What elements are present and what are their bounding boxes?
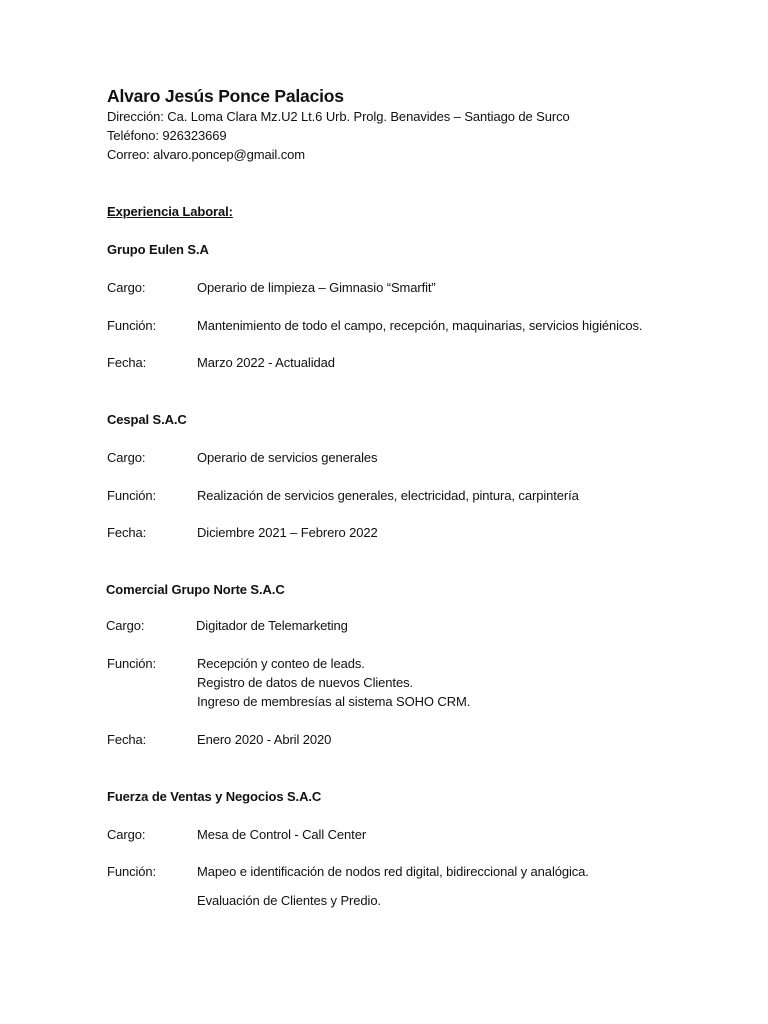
cv-name: Alvaro Jesús Ponce Palacios bbox=[107, 86, 344, 106]
job-company: Grupo Eulen S.A bbox=[107, 242, 209, 257]
label-funcion: Función: bbox=[107, 656, 157, 671]
job-funcion-line: Ingreso de membresías al sistema SOHO CRM. bbox=[197, 694, 471, 709]
label-funcion: Función: bbox=[107, 864, 157, 879]
label-fecha: Fecha: bbox=[107, 732, 147, 747]
job-fecha: Diciembre 2021 – Febrero 2022 bbox=[197, 525, 378, 540]
job-fecha: Marzo 2022 - Actualidad bbox=[197, 355, 335, 370]
contact-address: Dirección: Ca. Loma Clara Mz.U2 Lt.6 Urb. Prolg. Benavides – Santiago de Surco bbox=[107, 109, 570, 124]
contact-email: Correo: alvaro.poncep@gmail.com bbox=[107, 147, 305, 162]
contact-phone: Teléfono: 926323669 bbox=[107, 128, 227, 143]
label-cargo: Cargo: bbox=[107, 827, 146, 842]
job-company: Fuerza de Ventas y Negocios S.A.C bbox=[107, 789, 322, 804]
job-funcion-line: Evaluación de Clientes y Predio. bbox=[197, 893, 381, 908]
section-title-experience: Experiencia Laboral: bbox=[107, 204, 233, 219]
job-funcion-line: Registro de datos de nuevos Clientes. bbox=[197, 675, 413, 690]
label-fecha: Fecha: bbox=[107, 525, 147, 540]
job-funcion-line: Recepción y conteo de leads. bbox=[197, 656, 365, 671]
label-funcion: Función: bbox=[107, 318, 157, 333]
job-company: Comercial Grupo Norte S.A.C bbox=[106, 582, 285, 597]
job-cargo: Operario de limpieza – Gimnasio “Smarfit” bbox=[197, 280, 436, 295]
job-funcion-line: Realización de servicios generales, electricidad, pintura, carpintería bbox=[197, 488, 579, 503]
job-cargo: Digitador de Telemarketing bbox=[196, 618, 348, 633]
label-cargo: Cargo: bbox=[107, 280, 146, 295]
job-company: Cespal S.A.C bbox=[107, 412, 187, 427]
label-fecha: Fecha: bbox=[107, 355, 147, 370]
job-funcion-line: Mapeo e identificación de nodos red digital, bidireccional y analógica. bbox=[197, 864, 589, 879]
job-funcion-line: Mantenimiento de todo el campo, recepción, maquinarias, servicios higiénicos. bbox=[197, 318, 643, 333]
job-cargo: Mesa de Control - Call Center bbox=[197, 827, 367, 842]
job-cargo: Operario de servicios generales bbox=[197, 450, 378, 465]
label-funcion: Función: bbox=[107, 488, 157, 503]
job-fecha: Enero 2020 - Abril 2020 bbox=[197, 732, 332, 747]
label-cargo: Cargo: bbox=[106, 618, 145, 633]
label-cargo: Cargo: bbox=[107, 450, 146, 465]
